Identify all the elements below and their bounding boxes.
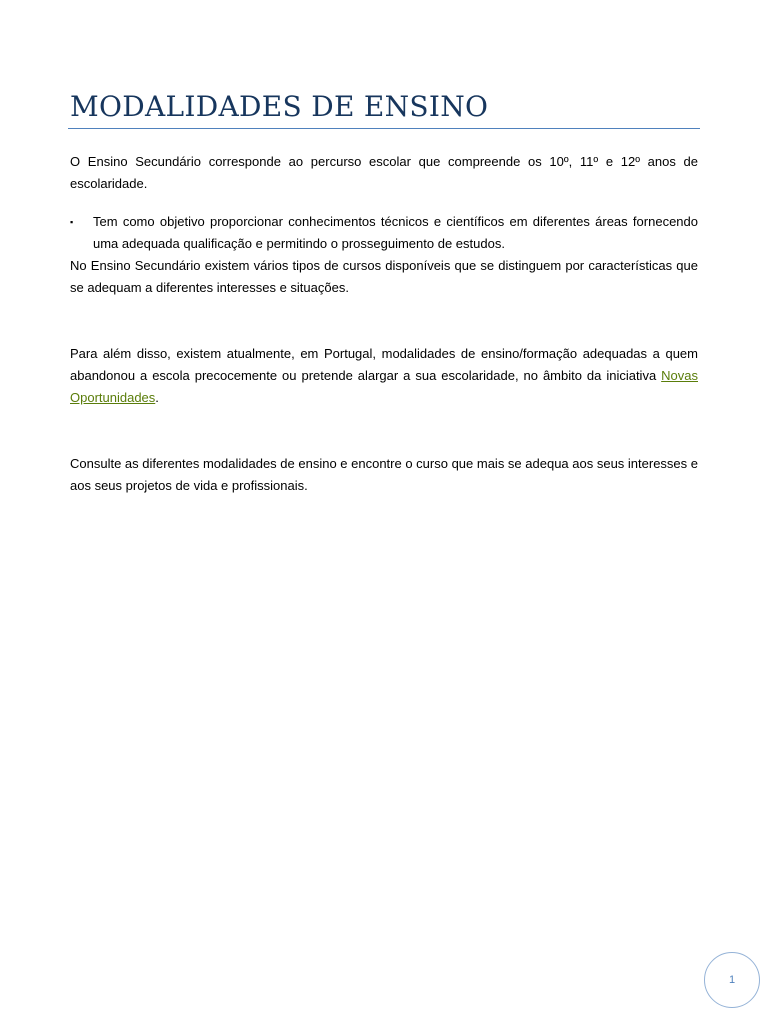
bullet-item [70, 211, 698, 255]
bullet-text: Tem como objetivo proporcionar conhecimentos técnicos e científicos em diferentes áreas fornecendo uma adequada qualificação e permitindo o prosseguimento de estudos. [93, 214, 698, 251]
paragraph-consult: Consulte as diferentes modalidades de ensino e encontre o curso que mais se adequa aos seus interesses e aos seus projetos de vida e profissionais. [70, 456, 698, 493]
paragraph-course-types: No Ensino Secundário existem vários tipos de cursos disponíveis que se distinguem por características que se adequam a diferentes interesses e situações. [70, 258, 698, 295]
paragraph-text: Para além disso, existem atualmente, em Portugal, modalidades de ensino/formação adequadas a quem abandonou a escola precocemente ou pretende alargar a sua escolaridade, no âmbito da iniciativa [70, 346, 698, 383]
document-title: MODALIDADES DE ENSINO [70, 90, 489, 123]
square-bullet-icon: ▪ [70, 217, 74, 227]
paragraph-punctuation: . [155, 390, 159, 405]
novas-oportunidades-link[interactable]: Novas Oportunidades [70, 368, 698, 405]
paragraph-intro: O Ensino Secundário corresponde ao percurso escolar que compreende os 10º, 11º e 12º anos de escolaridade. [70, 154, 698, 191]
paragraph-new-opportunities [70, 343, 698, 409]
page-number-badge [704, 952, 760, 1008]
document-body [70, 151, 698, 497]
bullet-list [70, 211, 698, 255]
title-underline [68, 128, 700, 129]
page-number: 1 [728, 974, 736, 986]
